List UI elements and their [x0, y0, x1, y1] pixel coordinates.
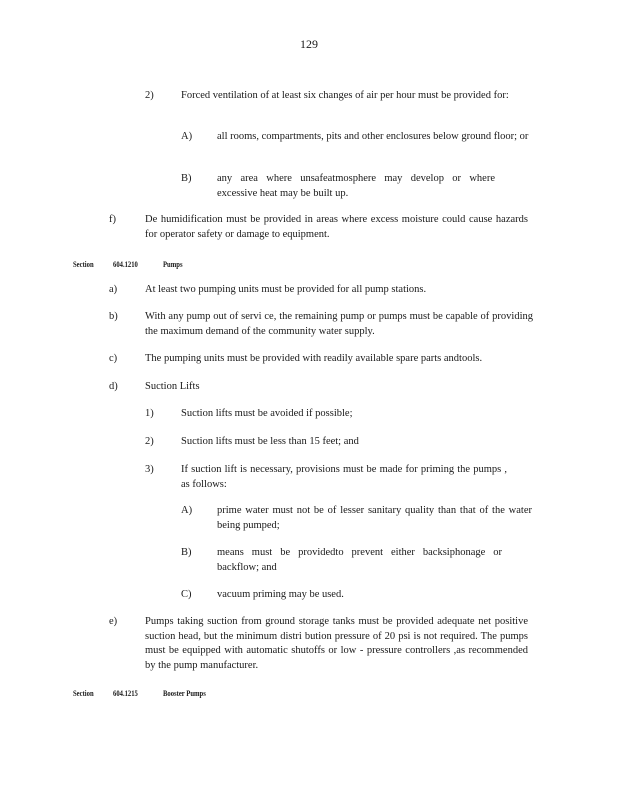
section-604-1210-number: 604.1210: [113, 259, 138, 269]
item-c-label: c): [109, 353, 118, 364]
item-b-text: With any pump out of servi ce, the remaining pump or pumps must be capable of providing the maximum demand of the community water supply.: [145, 311, 533, 337]
item-d1-label: 1): [145, 408, 154, 419]
section-604-1210-title: Pumps: [163, 259, 183, 269]
item-d1-text: Suction lifts must be avoided if possible;: [181, 408, 353, 419]
item-d3C-text: vacuum priming may be used.: [217, 589, 344, 600]
item-d3A-text: prime water must not be of lesser sanitary quality than that of the water being pumped;: [217, 505, 532, 531]
item-d3A-label: A): [181, 505, 193, 516]
item-e-text: Pumps taking suction from ground storage tanks must be provided adequate net positive suction head, but the minimum distri bution pressure of 20 psi is not required. The pumps must be equipped with automatic shutoffs or low - pressure controllers ,as recommended by the pump manufacturer.: [145, 616, 528, 671]
item-d2-text: Suction lifts must be less than 15 feet; and: [181, 436, 359, 447]
item-d3-label: 3): [145, 464, 154, 475]
item-d3C-label: C): [181, 589, 192, 600]
page-number: 129: [300, 37, 318, 51]
item-d-heading: Suction Lifts: [145, 381, 200, 392]
item-a-label: a): [109, 284, 118, 295]
item-f-label: f): [109, 214, 116, 225]
item-d3B-text: means must be providedto prevent either backsiphonage or backflow; and: [217, 547, 502, 573]
item-2-label: 2): [145, 90, 154, 101]
item-2B-text: any area where unsafeatmosphere may develop or where excessive heat may be built up.: [217, 173, 495, 199]
section-604-1215-number: 604.1215: [113, 688, 138, 698]
item-c-text: The pumping units must be provided with readily available spare parts andtools.: [145, 353, 483, 364]
item-2B-label: B): [181, 173, 192, 184]
item-d-label: d): [109, 381, 118, 392]
item-2A-label: A): [181, 131, 193, 142]
item-e-label: e): [109, 616, 118, 627]
item-2-text: Forced ventilation of at least six changes of air per hour must be provided for:: [181, 90, 509, 101]
item-a-text: At least two pumping units must be provided for all pump stations.: [145, 284, 427, 295]
item-f-text: De humidification must be provided in areas where excess moisture could cause hazards for operator safety or damage to equipment.: [145, 214, 528, 240]
item-d2-label: 2): [145, 436, 154, 447]
item-b-label: b): [109, 311, 118, 322]
item-2A-text: all rooms, compartments, pits and other enclosures below ground floor; or: [217, 131, 529, 142]
section-604-1215-word: Section: [73, 688, 94, 698]
section-604-1210-word: Section: [73, 259, 94, 269]
item-d3-text: If suction lift is necessary, provisions must be made for priming the pumps , as follows:: [181, 464, 507, 490]
item-d3B-label: B): [181, 547, 192, 558]
section-604-1215-title: Booster Pumps: [163, 688, 206, 698]
